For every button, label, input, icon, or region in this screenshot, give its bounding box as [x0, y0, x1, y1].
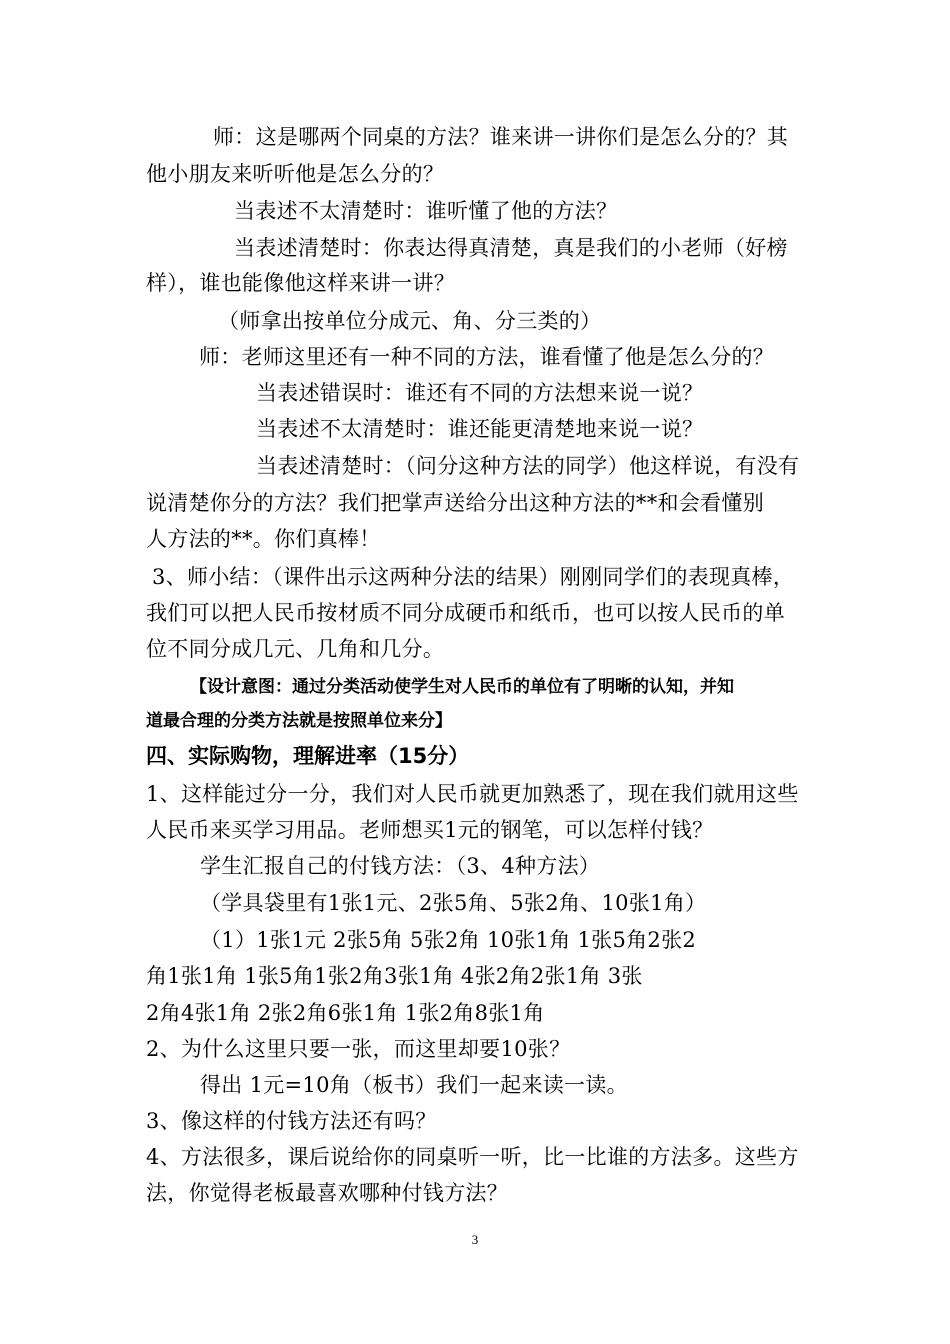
text-line: 角1张1角 1张5角1张2角3张1角 4张2角2张1角 3张: [146, 964, 643, 988]
text-line: 说清楚你分的方法？我们把掌声送给分出这种方法的**和会看懂别: [146, 491, 764, 515]
text-line: 师：老师这里还有一种不同的方法，谁看懂了他是怎么分的？: [199, 345, 775, 369]
text-line: 人方法的**。你们真棒！: [146, 527, 381, 551]
design-note: 【设计意图：通过分类活动使学生对人民币的单位有了明晰的认知，并知: [190, 677, 734, 697]
text-line: 他小朋友来听听他是怎么分的？: [146, 162, 445, 186]
text-line: （学具袋里有1张1元、2张5角、5张2角、10张1角）: [200, 891, 707, 915]
text-line: 4、方法很多，课后说给你的同桌听一听，比一比谁的方法多。这些方: [146, 1145, 799, 1169]
text-line: 样），谁也能像他这样来讲一讲？: [146, 271, 455, 295]
text-line: 3、师小结：（课件出示这两种分法的结果）刚刚同学们的表现真棒，: [152, 565, 795, 589]
text-line: （1）1张1元 2张5角 5张2角 10张1角 1张5角2张2: [200, 928, 697, 952]
text-line: 当表述清楚时：（问分这种方法的同学）他这样说，有没有: [256, 454, 800, 478]
text-line: 师：这是哪两个同桌的方法？谁来讲一讲你们是怎么分的？其: [213, 125, 789, 149]
text-line: 当表述不太清楚时：谁听懂了他的方法？: [234, 199, 618, 223]
text-line: （师拿出按单位分成元、角、分三类的）: [218, 309, 602, 333]
text-line: 2、为什么这里只要一张，而这里却要10张？: [146, 1037, 571, 1061]
text-line: 当表述不太清楚时：谁还能更清楚地来说一说？: [256, 417, 704, 441]
text-line: 2角4张1角 2张2角6张1角 1张2角8张1角: [146, 1001, 545, 1025]
text-line: 当表述清楚时：你表达得真清楚，真是我们的小老师（好榜: [234, 236, 788, 260]
text-line: 我们可以把人民币按材质不同分成硬币和纸币，也可以按人民币的单: [146, 601, 785, 625]
text-line: 学生汇报自己的付钱方法：（3、4种方法）: [200, 854, 601, 878]
text-line: 3、像这样的付钱方法还有吗？: [146, 1109, 437, 1133]
design-note: 道最合理的分类方法就是按照单位来分】: [146, 711, 452, 731]
text-line: 当表述错误时：谁还有不同的方法想来说一说？: [256, 381, 704, 405]
text-line: 位不同分成几元、几角和几分。: [146, 637, 445, 661]
text-line: 法，你觉得老板最喜欢哪种付钱方法？: [146, 1181, 509, 1205]
text-line: 1、这样能过分一分，我们对人民币就更加熟悉了，现在我们就用这些: [146, 782, 799, 806]
text-line: 得出 1元=10角（板书）我们一起来读一读。: [200, 1073, 628, 1097]
section-heading: 四、实际购物，理解进率（15分）: [146, 744, 470, 768]
text-line: 人民币来买学习用品。老师想买1元的钢笔，可以怎样付钱？: [146, 818, 714, 842]
page-number: 3: [471, 1232, 479, 1247]
